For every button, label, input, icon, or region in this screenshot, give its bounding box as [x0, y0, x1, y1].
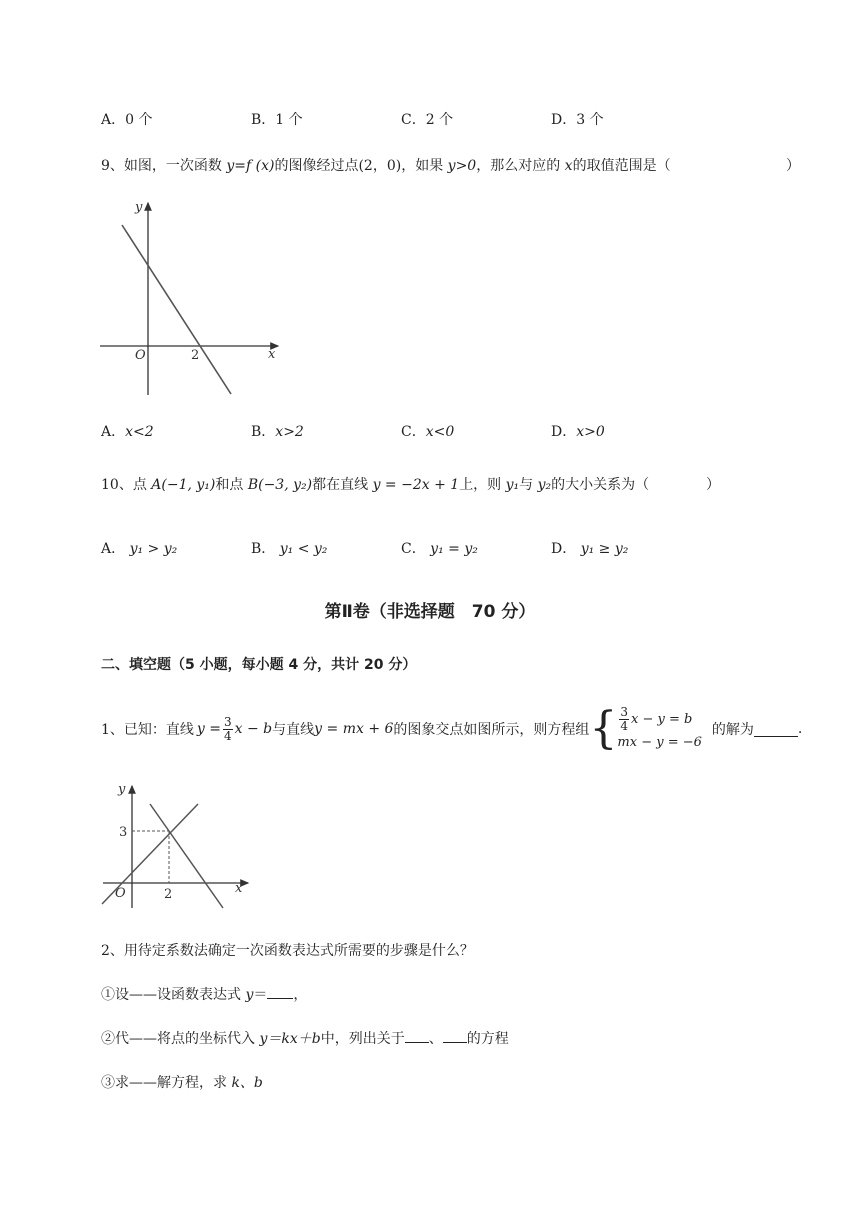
f2-step1-blank[interactable]	[267, 986, 293, 999]
q10-option-d: D． y₁ ≥ y₂	[551, 541, 629, 557]
q9-function-line	[122, 225, 231, 394]
q9-text-3: ，那么对应的	[476, 158, 561, 174]
f1-text-3: 的图象交点如图所示，则方程组	[393, 722, 590, 738]
f2-step2-blank-2[interactable]	[443, 1030, 467, 1043]
q9-option-a: A．x<2	[101, 424, 154, 440]
f1-answer-blank[interactable]	[754, 722, 798, 737]
q9-question	[101, 155, 671, 175]
q10-y2: y₂	[537, 477, 552, 493]
f1-origin-label: O	[115, 886, 126, 901]
q9-number: 9、	[101, 158, 124, 174]
q9-text-1: 如图，一次函数	[123, 158, 222, 174]
q10-point-b: B(−3, y₂)	[247, 477, 313, 493]
f2-step2-blank-1[interactable]	[405, 1030, 429, 1043]
f1-sys-fraction: $\frac{3}{4}$	[620, 704, 629, 733]
q8-option-d: D．3 个	[551, 112, 604, 128]
q9-text-2: 的图像经过点(2，0)，如果	[274, 158, 444, 174]
f1-number: 1、	[101, 722, 124, 738]
q9-origin-label: O	[135, 348, 146, 363]
q10-option-c: C． y₁ = y₂	[401, 541, 478, 557]
f1-system-brace: {	[589, 703, 618, 754]
f1-text-1: 已知：直线	[123, 722, 194, 738]
f2-step1: ①设——设函数表达式 y＝ ，	[101, 987, 308, 1003]
q8-option-a: A．0 个	[101, 112, 153, 128]
q10-text-6: 的大小关系为（	[551, 477, 650, 493]
q10-close-paren: ）	[706, 477, 720, 493]
f1-text-4: 的解为	[711, 722, 754, 738]
q9-close-paren: ）	[786, 158, 800, 174]
f2-step3: ③求——解方程，求 k、b	[101, 1075, 263, 1091]
f1-sys-eq2: mx − y = −6	[617, 734, 702, 750]
f1-fraction: $\frac{3}{4}$	[224, 714, 232, 743]
f1-y-tick: 3	[119, 825, 128, 840]
f1-system	[617, 706, 701, 753]
f1-y-label: y	[118, 782, 126, 797]
f1-line-decreasing	[150, 804, 223, 908]
f1-x-tick: 2	[164, 887, 173, 902]
q10-text-3: 都在直线	[312, 477, 369, 493]
f1-end: .	[797, 721, 803, 737]
q9-option-c: C．x<0	[401, 424, 455, 440]
f1-text-2: 与直线	[272, 722, 315, 738]
q10-option-a: A． y₁ > y₂	[101, 541, 178, 557]
q10-text-5: 与	[519, 477, 534, 493]
q10-number: 10、	[101, 477, 133, 493]
q10-text-1: 点	[132, 477, 147, 493]
f1-graph	[98, 780, 258, 912]
q10-y1: y₁	[505, 477, 520, 493]
q8-option-c: C．2 个	[401, 112, 454, 128]
q10-text-2: 和点	[215, 477, 244, 493]
f1-line2: y = mx + 6	[314, 721, 394, 737]
q9-var: x	[564, 158, 573, 174]
f1-x-label: x	[235, 881, 243, 896]
q10-line: y = −2x + 1	[372, 477, 460, 493]
q10-question	[101, 474, 649, 494]
q9-option-d: D．x>0	[551, 424, 605, 440]
q9-option-b: B．x>2	[251, 424, 304, 440]
q9-cond: y>0	[447, 158, 477, 174]
q10-point-a: A(−1, y₁)	[151, 477, 216, 493]
q10-option-b: B． y₁ < y₂	[251, 541, 328, 557]
q9-tick-2: 2	[191, 348, 200, 363]
part2-title: 第Ⅱ卷（非选择题 70 分）	[324, 602, 536, 622]
q10-text-4: 上，则	[459, 477, 502, 493]
f1-line1-post: x − b	[234, 721, 273, 737]
section2-title: 二、填空题（5 小题，每小题 4 分，共计 20 分）	[101, 657, 417, 673]
f1-question	[101, 703, 802, 755]
q9-text-4: 的取值范围是（	[572, 158, 671, 174]
q9-graph	[95, 195, 290, 400]
f2-step2: ②代——将点的坐标代入 y＝kx＋b中，列出关于 、 的方程	[101, 1031, 509, 1047]
q9-x-label: x	[268, 347, 276, 362]
f2-question: 2、用待定系数法确定一次函数表达式所需要的步骤是什么？	[101, 943, 474, 959]
f1-line1-pre: y =	[196, 721, 222, 737]
q8-option-b: B．1 个	[251, 112, 303, 128]
q9-y-label: y	[135, 200, 143, 215]
q9-func: y=f (x)	[226, 158, 275, 174]
f1-sys-eq1: x − y = b	[631, 711, 693, 727]
